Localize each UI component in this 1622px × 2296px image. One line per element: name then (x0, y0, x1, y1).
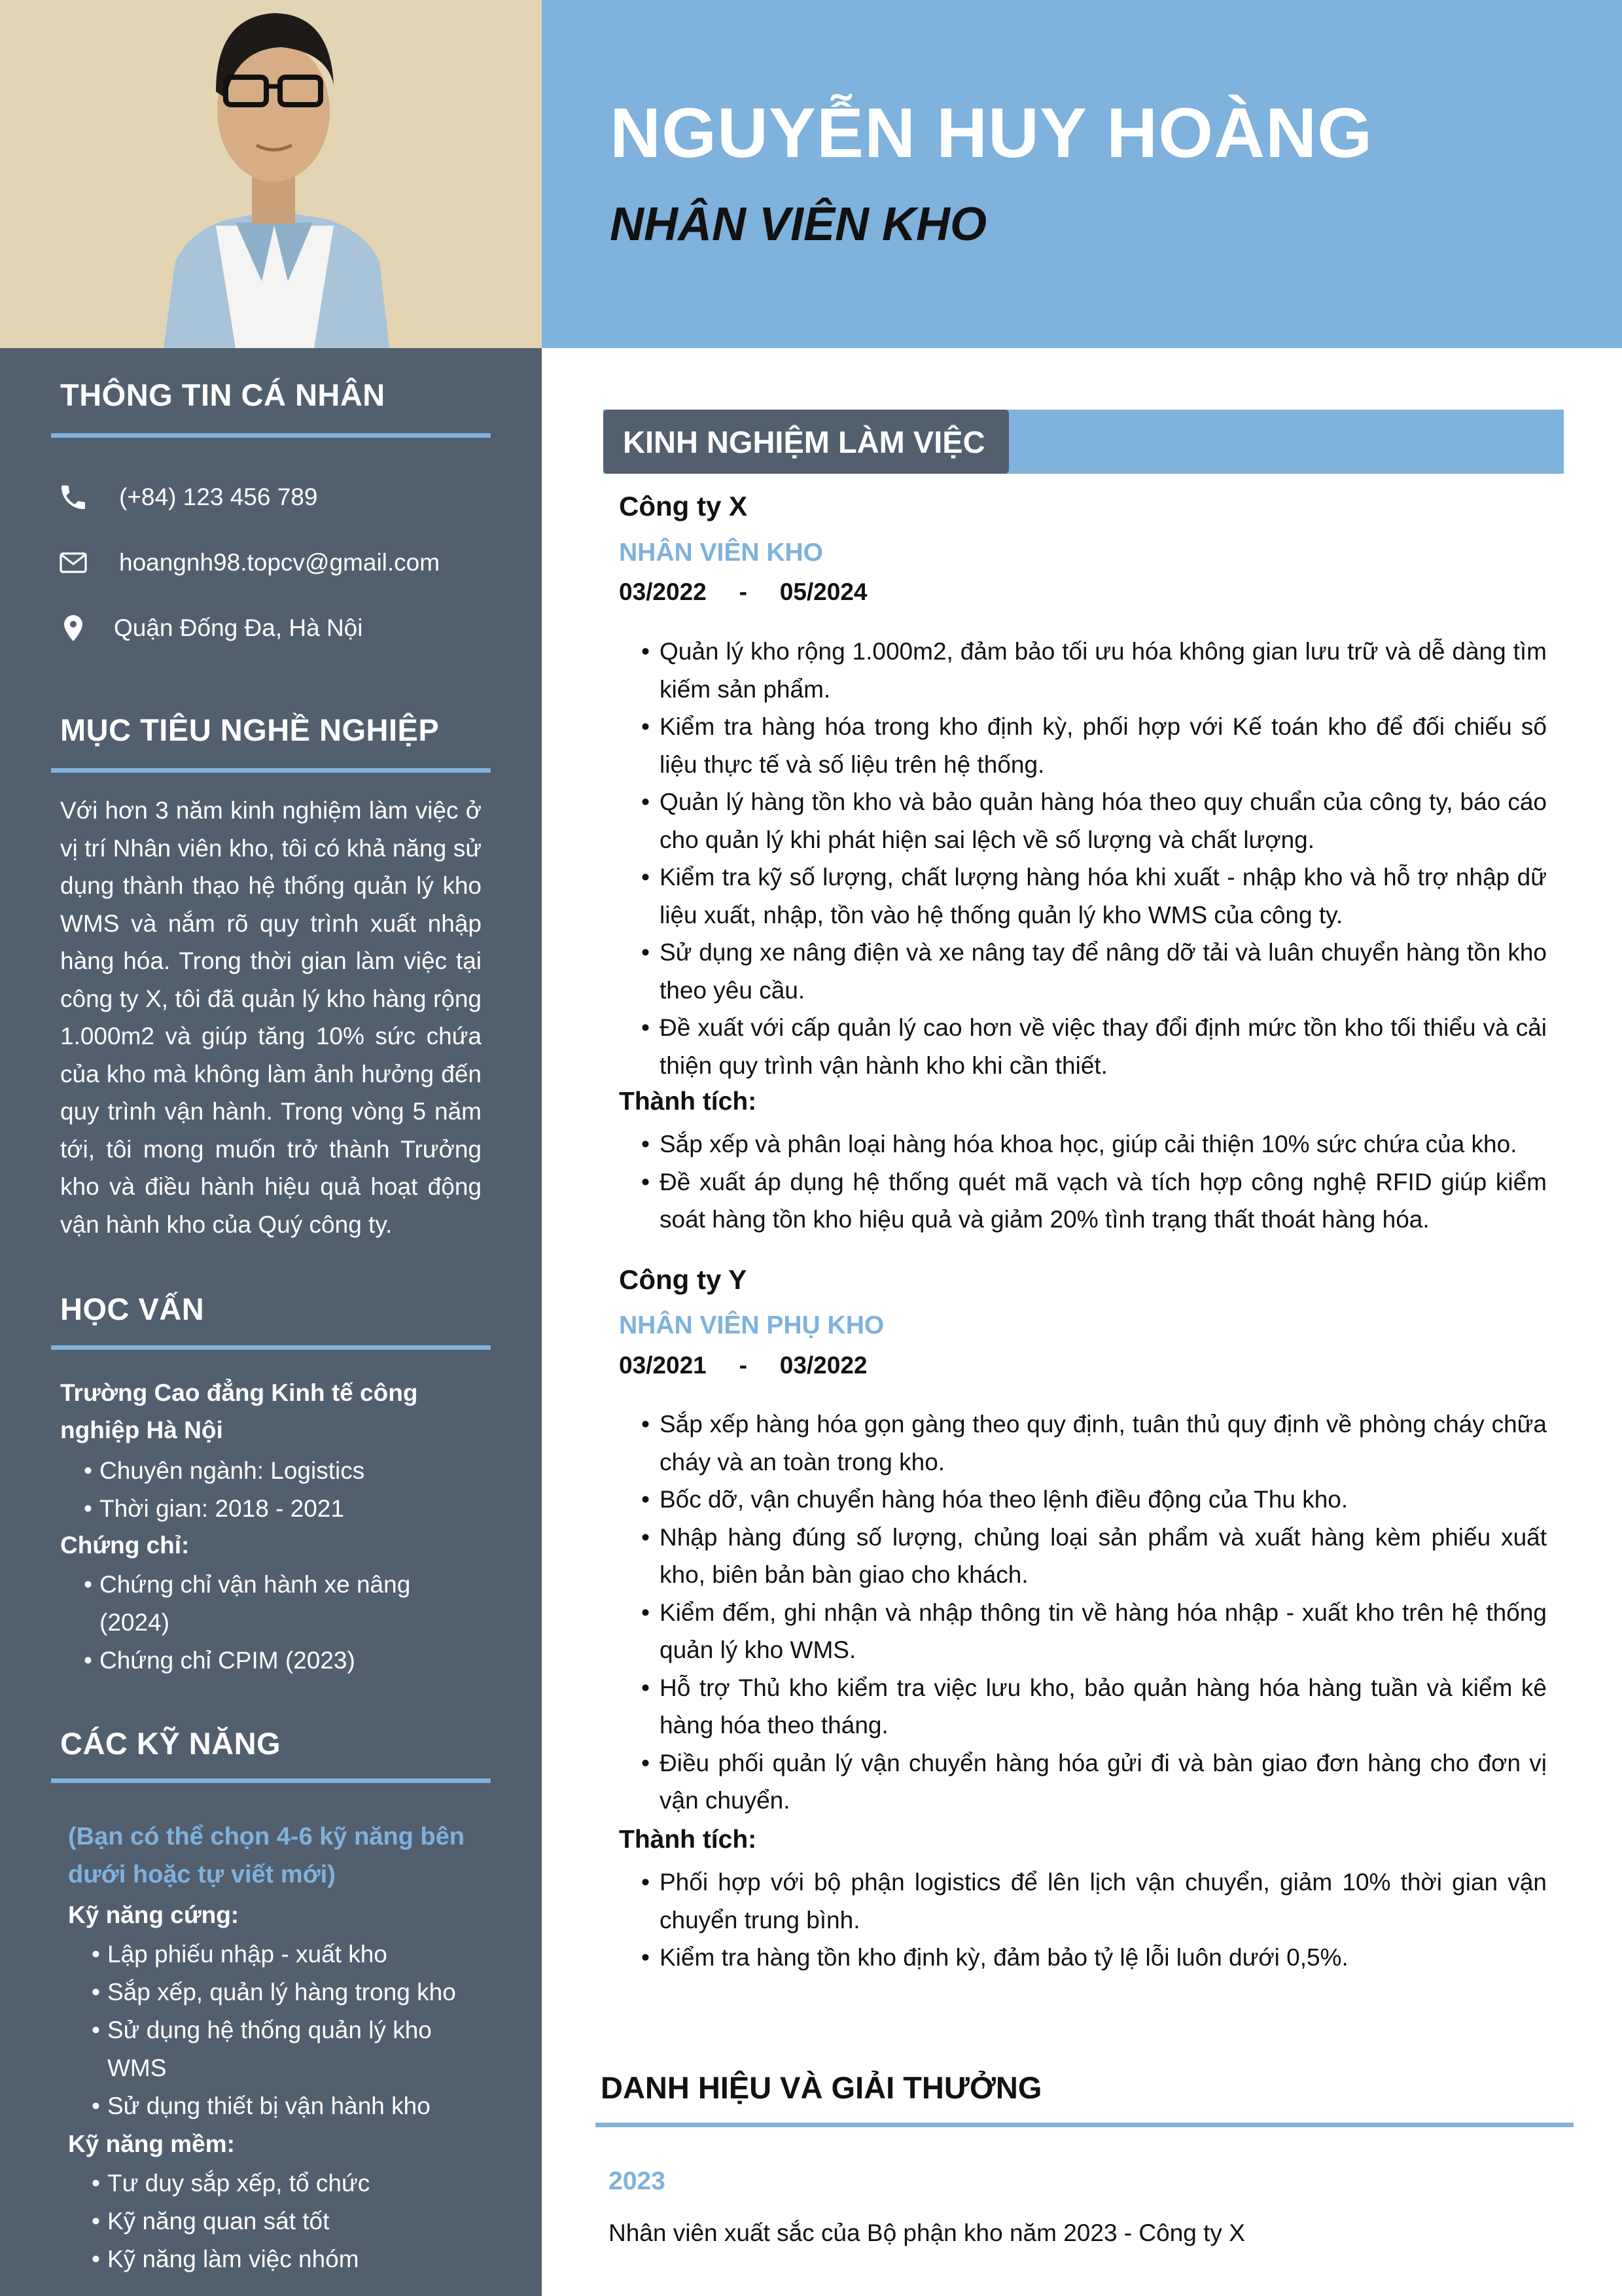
email-text: hoangnh98.topcv@gmail.com (119, 549, 440, 576)
achievements-label: Thành tích: (619, 1087, 757, 1116)
list-item: • Nhập hàng đúng số lượng, chủng loại sản phẩm và xuất hàng kèm phiếu xuất kho, biên bản bàn giao cho khách. (639, 1519, 1547, 1594)
education-rule (51, 1345, 491, 1350)
job-start: 03/2022 (619, 578, 707, 605)
achievements-label: Thành tích: (619, 1826, 757, 1854)
list-item: • Sử dụng xe nâng điện và xe nâng tay để nâng dỡ tải và luân chuyển hàng tồn kho theo yêu cầu. (639, 934, 1547, 1009)
address-row (55, 610, 362, 646)
job-achievements (639, 1863, 1547, 1977)
list-item: • Sắp xếp, quản lý hàng trong kho (88, 1973, 480, 2011)
experience-heading: KINH NGHIỆM LÀM VIỆC (603, 410, 1009, 474)
job-position: NHÂN VIÊN PHỤ KHO (619, 1311, 885, 1339)
phone-icon (55, 479, 92, 516)
email-row (55, 544, 440, 581)
skills-heading: CÁC KỸ NĂNG (60, 1726, 281, 1761)
job-end: 05/2024 (779, 578, 868, 605)
award-text: Nhân viên xuất sắc của Bộ phận kho năm 2023 - Công ty X (608, 2219, 1245, 2246)
job-duties (639, 633, 1547, 1084)
education-details (80, 1452, 485, 1528)
job-company: Công ty Y (619, 1264, 747, 1295)
skills-hint: (Bạn có thể chọn 4-6 kỹ năng bên dưới hoặc tự viết mới) (68, 1823, 465, 1888)
list-item: • Đề xuất với cấp quản lý cao hơn về việc thay đổi định mức tồn kho tối thiểu và cải thiện quy trình vận hành kho khi cần thiết. (639, 1009, 1547, 1084)
list-item: • Lập phiếu nhập - xuất kho (88, 1935, 480, 1973)
list-item: • Chứng chỉ CPIM (2023) (80, 1642, 420, 1680)
list-item: • Tư duy sắp xếp, tổ chức (88, 2164, 480, 2202)
list-item: • Sắp xếp hàng hóa gọn gàng theo quy định, tuân thủ quy định về phòng cháy chữa cháy và an toàn trong kho. (639, 1405, 1547, 1481)
objective-text: Với hơn 3 năm kinh nghiệm làm việc ở vị trí Nhân viên kho, tôi có khả năng sử dụng thành thạo hệ thống quản lý kho WMS và nắm rõ quy trình xuất nhập hàng hóa. Trong thời gian làm việc tại công ty X, tôi đã quản lý kho hàng rộng 1.000m2 và giúp tăng 10% sức chứa của kho mà không làm ảnh hưởng đến quy trình vận hành. Trong vòng 5 năm tới, tôi mong muốn trở thành Trưởng kho và điều hành hiệu quả hoạt động vận hành kho của Quý công ty. (60, 797, 482, 1238)
list-item: • Sử dụng thiết bị vận hành kho (88, 2087, 480, 2125)
list-item: • Sử dụng hệ thống quản lý kho WMS (88, 2011, 461, 2087)
job-achievements (639, 1125, 1547, 1239)
phone-text: (+84) 123 456 789 (119, 484, 318, 510)
map-pin-icon (55, 610, 92, 646)
awards-heading: DANH HIỆU VÀ GIẢI THƯỞNG (601, 2070, 1042, 2105)
objective-heading: MỤC TIÊU NGHỀ NGHIỆP (60, 713, 440, 747)
list-item: • Phối hợp với bộ phận logistics để lên lịch vận chuyển, giảm 10% thời gian vận chuyển trung bình. (639, 1863, 1547, 1939)
list-item: • Chứng chỉ vận hành xe nâng (2024) (80, 1566, 420, 1642)
address-text: Quận Đống Đa, Hà Nội (114, 614, 363, 641)
candidate-job-title: NHÂN VIÊN KHO (610, 198, 987, 251)
list-item: • Quản lý hàng tồn kho và bảo quản hàng hóa theo quy chuẩn của công ty, báo cáo cho quản lý khi phát hiện sai lệch về số lượng và chất lượng. (639, 783, 1547, 858)
list-item: • Quản lý kho rộng 1.000m2, đảm bảo tối ưu hóa không gian lưu trữ và dễ dàng tìm kiếm sản phẩm. (639, 633, 1547, 708)
list-item: • Thời gian: 2018 - 2021 (80, 1490, 485, 1528)
objective-rule (51, 768, 491, 773)
job-duties (639, 1405, 1547, 1820)
job-period-separator: - (739, 1352, 747, 1379)
hard-skills-label: Kỹ năng cứng: (68, 1901, 239, 1928)
job-company: Công ty X (619, 491, 747, 521)
job-period-separator: - (739, 578, 747, 605)
job-position: NHÂN VIÊN KHO (619, 539, 824, 567)
job-period (619, 578, 868, 606)
job-end: 03/2022 (779, 1352, 868, 1379)
mail-icon (55, 544, 92, 581)
list-item: • Bốc dỡ, vận chuyển hàng hóa theo lệnh điều động của Thu kho. (639, 1481, 1547, 1519)
job-period (619, 1352, 868, 1379)
award-year: 2023 (608, 2167, 665, 2195)
list-item: • Chuyên ngành: Logistics (80, 1452, 485, 1490)
certificates-list (80, 1566, 420, 1680)
list-item: • Kiểm tra hàng tồn kho định kỳ, đảm bảo tỷ lệ lỗi luôn dưới 0,5%. (639, 1939, 1547, 1977)
education-heading: HỌC VẤN (60, 1292, 205, 1326)
awards-rule (595, 2123, 1574, 2127)
personal-info-rule (51, 433, 491, 438)
list-item: • Đề xuất áp dụng hệ thống quét mã vạch và tích hợp công nghệ RFID giúp kiểm soát hàng tồn kho hiệu quả và giảm 20% tình trạng thất thoát hàng hóa. (639, 1163, 1547, 1239)
list-item: • Kiểm tra hàng hóa trong kho định kỳ, phối hợp với Kế toán kho để đối chiếu số liệu thực tế và số liệu trên hệ thống. (639, 708, 1547, 783)
list-item: • Sắp xếp và phân loại hàng hóa khoa học, giúp cải thiện 10% sức chứa của kho. (639, 1125, 1547, 1163)
soft-skills-list (88, 2164, 480, 2278)
list-item: • Điều phối quản lý vận chuyển hàng hóa gửi đi và bàn giao đơn hàng cho đơn vị vận chuyển. (639, 1744, 1547, 1820)
list-item: • Kiểm đếm, ghi nhận và nhập thông tin về hàng hóa nhập - xuất kho trên hệ thống quản lý kho WMS. (639, 1594, 1547, 1669)
skills-rule (51, 1778, 491, 1783)
personal-info-heading: THÔNG TIN CÁ NHÂN (60, 378, 385, 412)
list-item: • Kỹ năng quan sát tốt (88, 2202, 480, 2240)
list-item: • Kiểm tra kỹ số lượng, chất lượng hàng hóa khi xuất - nhập kho và hỗ trợ nhập dữ liệu xuất, nhập, tồn vào hệ thống quản lý kho WMS của công ty. (639, 858, 1547, 934)
job-start: 03/2021 (619, 1352, 707, 1379)
hard-skills-list (88, 1935, 480, 2125)
list-item: • Hỗ trợ Thủ kho kiểm tra việc lưu kho, bảo quản hàng hóa hàng tuần và kiểm kê hàng hóa theo tháng. (639, 1669, 1547, 1744)
school-name: Trường Cao đẳng Kinh tế công nghiệp Hà Nội (60, 1379, 418, 1443)
phone-row (55, 479, 317, 516)
list-item: • Kỹ năng làm việc nhóm (88, 2240, 480, 2278)
soft-skills-label: Kỹ năng mềm: (68, 2130, 235, 2157)
certificates-label: Chứng chỉ: (60, 1532, 190, 1559)
header-band (542, 0, 1622, 348)
profile-photo (0, 0, 542, 348)
candidate-name: NGUYỄN HUY HOÀNG (610, 93, 1373, 172)
